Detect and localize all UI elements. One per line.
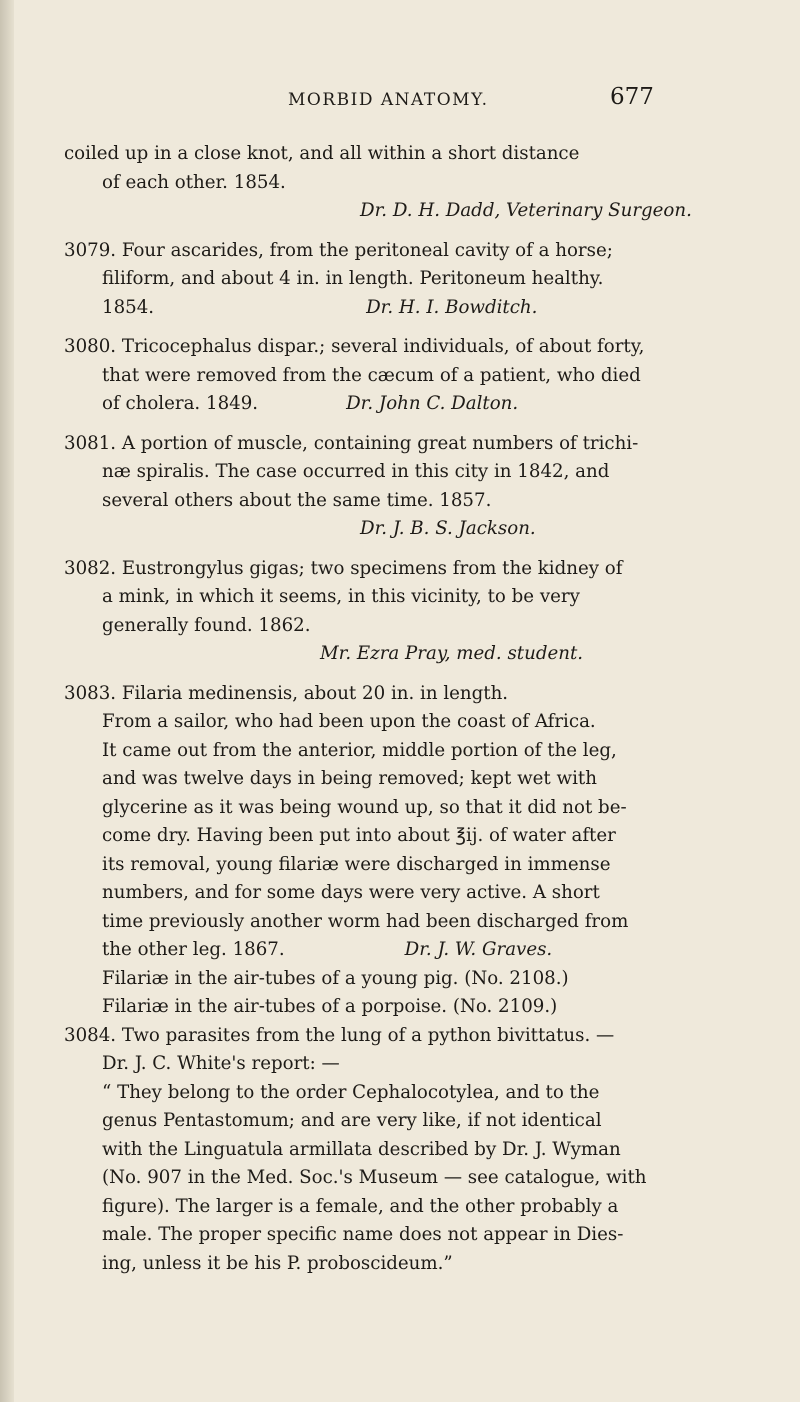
text-line: Filariæ in the air-tubes of a young pig. (No. 2108.) bbox=[102, 967, 569, 989]
attribution: Dr. H. I. Bowditch. bbox=[366, 296, 538, 318]
text-line: generally found. 1862. bbox=[102, 614, 311, 636]
text-line: that were removed from the cæcum of a patient, who died bbox=[102, 364, 641, 386]
attribution: Dr. John C. Dalton. bbox=[346, 393, 519, 414]
text-line: Dr. J. C. White's report: — bbox=[102, 1053, 340, 1074]
text-line bbox=[64, 294, 746, 323]
text-line: næ spiralis. The case occurred in this city in 1842, and bbox=[102, 461, 610, 482]
text-line: genus Pentastomum; and are very like, if not identical bbox=[102, 1110, 602, 1131]
attribution: Dr. J. B. S. Jackson. bbox=[360, 518, 536, 539]
text-line bbox=[64, 390, 746, 419]
text-fragment: the other leg. 1867. bbox=[102, 939, 285, 960]
text-line: Filariæ in the air-tubes of a porpoise. (No. 2109.) bbox=[102, 996, 558, 1017]
text-line: a mink, in which it seems, in this vicinity, to be very bbox=[102, 586, 580, 607]
entry-3081-line: 3081. A portion of muscle, containing great numbers of trichi- bbox=[64, 432, 639, 454]
text-line: ing, unless it be his P. proboscideum.” bbox=[102, 1252, 453, 1274]
entry-3083-line: 3083. Filaria medinensis, about 20 in. in length. bbox=[64, 682, 509, 704]
text-line: From a sailor, who had been upon the coast of Africa. bbox=[102, 711, 596, 732]
text-line: coiled up in a close knot, and all within a short distance bbox=[64, 143, 580, 164]
text-line: numbers, and for some days were very active. A short bbox=[102, 882, 600, 903]
text-line bbox=[64, 936, 746, 965]
text-line: male. The proper specific name does not appear in Dies- bbox=[102, 1224, 624, 1245]
entry-3080-line: 3080. Tricocephalus dispar.; several individuals, of about forty, bbox=[64, 336, 645, 357]
attribution: Dr. J. W. Graves. bbox=[404, 939, 553, 960]
page-body bbox=[64, 140, 746, 1278]
text-line: It came out from the anterior, middle portion of the leg, bbox=[102, 739, 617, 761]
entry-3084-line: 3084. Two parasites from the lung of a python bivittatus. — bbox=[64, 1024, 615, 1046]
text-fragment: 1854. bbox=[102, 296, 155, 318]
text-fragment: of cholera. 1849. bbox=[102, 393, 259, 414]
text-line: several others about the same time. 1857. bbox=[102, 489, 492, 511]
text-line: glycerine as it was being wound up, so that it did not be- bbox=[102, 796, 627, 818]
page-edge bbox=[0, 0, 14, 1402]
text-line: and was twelve days in being removed; kept wet with bbox=[102, 768, 597, 789]
text-line: its removal, young filariæ were discharged in immense bbox=[102, 853, 611, 875]
running-head: MORBID ANATOMY. bbox=[288, 90, 489, 110]
text-line: figure). The larger is a female, and the other probably a bbox=[102, 1195, 619, 1217]
page-number: 677 bbox=[610, 84, 654, 110]
text-line: filiform, and about 4 in. in length. Peritoneum healthy. bbox=[102, 268, 604, 289]
entry-3079-line: 3079. Four ascarides, from the peritoneal cavity of a horse; bbox=[64, 239, 613, 261]
attribution: Mr. Ezra Pray, med. student. bbox=[320, 643, 584, 664]
text-line: (No. 907 in the Med. Soc.'s Museum — see catalogue, with bbox=[102, 1167, 647, 1188]
text-line: of each other. 1854. bbox=[102, 171, 286, 193]
text-line: time previously another worm had been discharged from bbox=[102, 910, 629, 932]
entry-3082-line: 3082. Eustrongylus gigas; two specimens from the kidney of bbox=[64, 557, 623, 579]
text-line: with the Linguatula armillata described by Dr. J. Wyman bbox=[102, 1138, 621, 1160]
page-header bbox=[0, 86, 800, 116]
text-line: “ They belong to the order Cephalocotylea, and to the bbox=[102, 1081, 600, 1103]
text-line: come dry. Having been put into about ℥ij. of water after bbox=[102, 825, 616, 846]
attribution: Dr. D. H. Dadd, Veterinary Surgeon. bbox=[360, 200, 692, 221]
